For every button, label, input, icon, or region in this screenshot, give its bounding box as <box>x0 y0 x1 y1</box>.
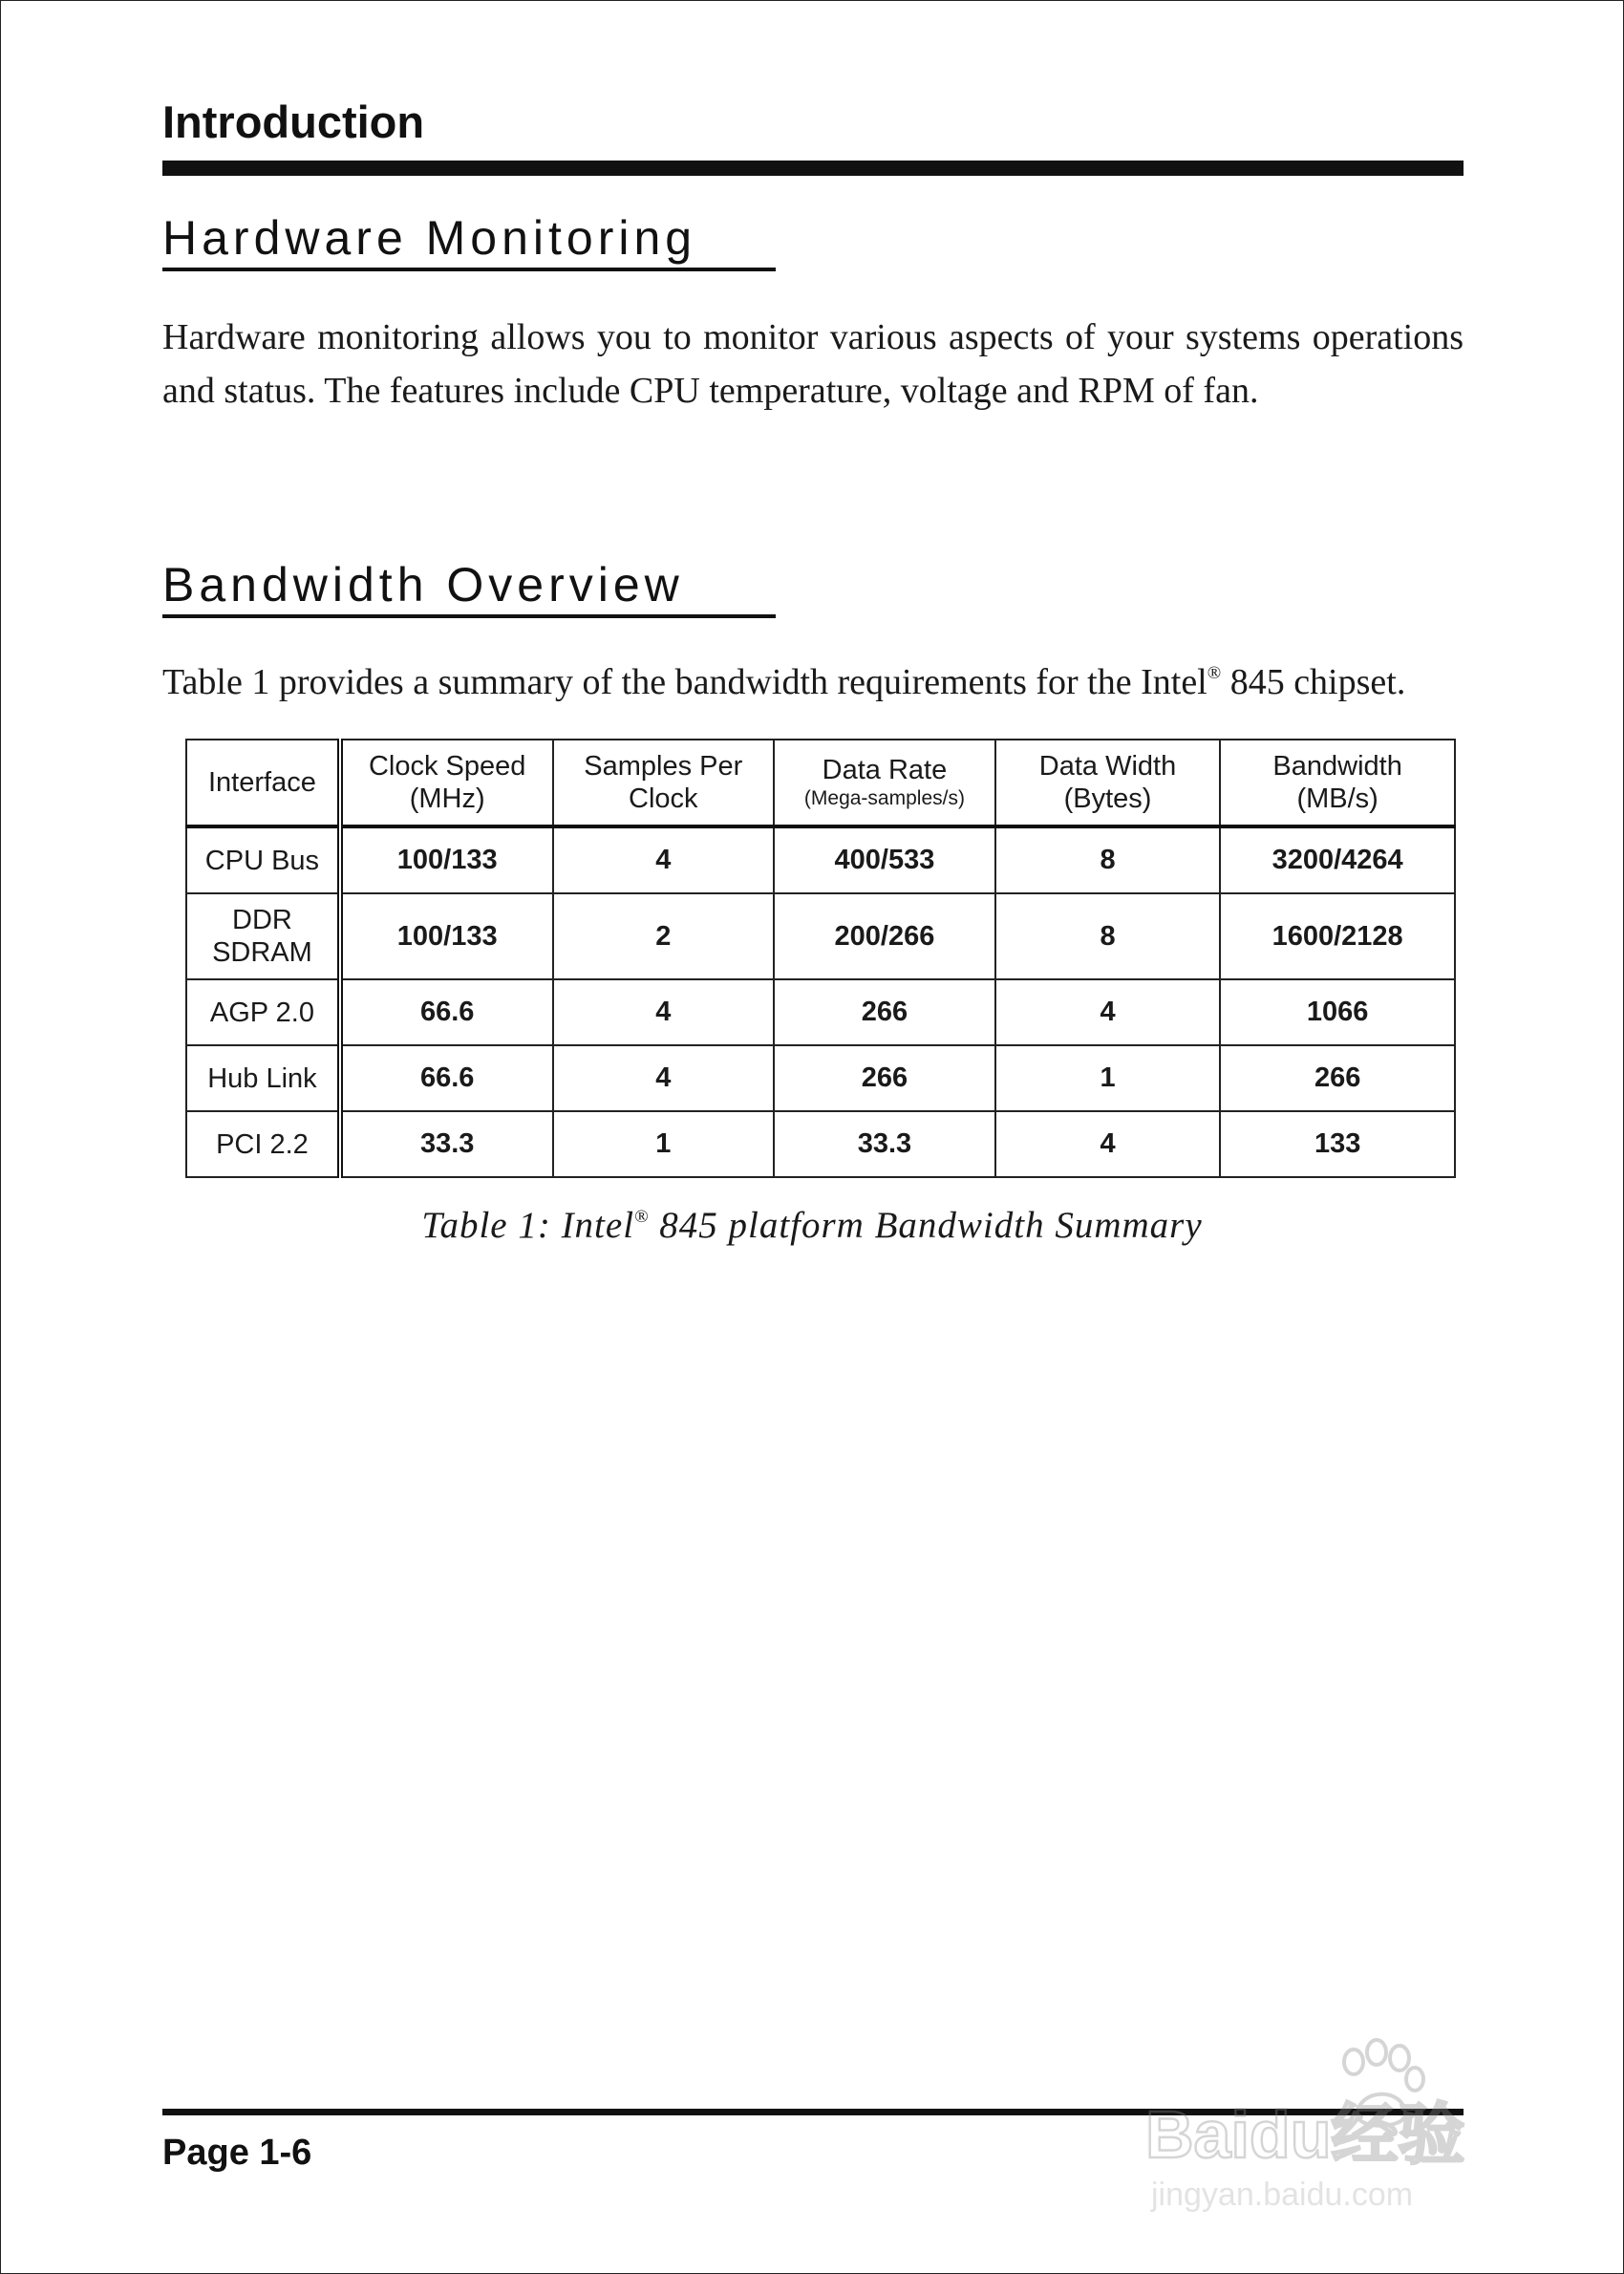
table-caption <box>0 1203 1624 1249</box>
chapter-rule <box>162 161 1464 176</box>
table-header-row <box>186 740 1455 826</box>
cell-clock-speed: 66.6 <box>340 1045 553 1111</box>
bandwidth-intro-text-start: Table 1 provides a summary of the bandwidth requirements for the Intel <box>162 662 1207 702</box>
table-row <box>186 1111 1455 1177</box>
cell-data-width: 4 <box>995 979 1221 1045</box>
header-interface: Interface <box>186 740 340 826</box>
cell-data-rate: 33.3 <box>774 1111 995 1177</box>
cell-data-width: 8 <box>995 826 1221 893</box>
section-rule-bandwidth-overview <box>162 614 776 618</box>
cell-clock-speed: 66.6 <box>340 979 553 1045</box>
cell-samples: 1 <box>553 1111 775 1177</box>
header-data-rate: Data Rate (Mega-samples/s) <box>774 740 995 826</box>
cell-bandwidth: 3200/4264 <box>1220 826 1455 893</box>
baidu-watermark-logo <box>1142 2026 1533 2217</box>
cell-samples: 4 <box>553 979 775 1045</box>
cell-data-width: 8 <box>995 893 1221 979</box>
cell-interface: Hub Link <box>186 1045 340 1111</box>
table-row <box>186 1045 1455 1111</box>
cell-samples: 2 <box>553 893 775 979</box>
cell-data-rate: 200/266 <box>774 893 995 979</box>
cell-data-width: 1 <box>995 1045 1221 1111</box>
table-row <box>186 979 1455 1045</box>
bandwidth-intro-paragraph <box>162 655 1464 709</box>
caption-text-end: 845 platform Bandwidth Summary <box>649 1205 1203 1246</box>
cell-interface: AGP 2.0 <box>186 979 340 1045</box>
bandwidth-intro-text-end: 845 chipset. <box>1221 662 1406 702</box>
cell-data-rate: 266 <box>774 979 995 1045</box>
section-rule-hardware-monitoring <box>162 268 776 271</box>
caption-text-start: Table 1: Intel <box>421 1205 635 1246</box>
cell-bandwidth: 1066 <box>1220 979 1455 1045</box>
cell-interface: PCI 2.2 <box>186 1111 340 1177</box>
cell-interface: DDR SDRAM <box>186 893 340 979</box>
hardware-monitoring-paragraph: Hardware monitoring allows you to monitor various aspects of your systems operations and status. The features include CPU temperature, voltage and RPM of fan. <box>162 317 1464 411</box>
watermark-url-text: jingyan.baidu.com <box>1151 2177 1414 2213</box>
table-row <box>186 893 1455 979</box>
cell-bandwidth: 133 <box>1220 1111 1455 1177</box>
header-clock-speed: Clock Speed (MHz) <box>340 740 553 826</box>
cell-bandwidth: 266 <box>1220 1045 1455 1111</box>
cell-bandwidth: 1600/2128 <box>1220 893 1455 979</box>
cell-data-rate: 400/533 <box>774 826 995 893</box>
cell-clock-speed: 33.3 <box>340 1111 553 1177</box>
registered-mark: ® <box>1207 663 1222 683</box>
header-samples-per-clock: Samples Per Clock <box>553 740 775 826</box>
bandwidth-table <box>185 739 1456 1178</box>
cell-samples: 4 <box>553 826 775 893</box>
cell-interface: CPU Bus <box>186 826 340 893</box>
section-title-hardware-monitoring: Hardware Monitoring <box>162 211 697 265</box>
caption-registered-mark: ® <box>634 1207 650 1227</box>
cell-data-width: 4 <box>995 1111 1221 1177</box>
watermark-brand-text: Baidu经验 <box>1145 2097 1465 2172</box>
header-bandwidth: Bandwidth (MB/s) <box>1220 740 1455 826</box>
section-title-bandwidth-overview: Bandwidth Overview <box>162 558 684 611</box>
chapter-title: Introduction <box>162 97 425 147</box>
header-data-width: Data Width (Bytes) <box>995 740 1221 826</box>
cell-clock-speed: 100/133 <box>340 826 553 893</box>
cell-samples: 4 <box>553 1045 775 1111</box>
cell-data-rate: 266 <box>774 1045 995 1111</box>
cell-clock-speed: 100/133 <box>340 893 553 979</box>
page-number: Page 1-6 <box>162 2133 312 2173</box>
table-row <box>186 826 1455 893</box>
